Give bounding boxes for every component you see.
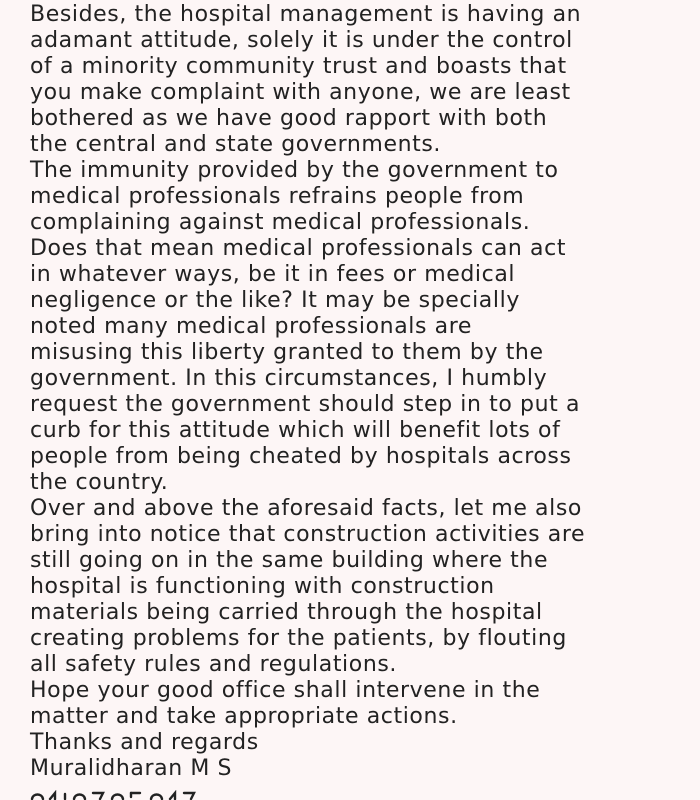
letter-line: The immunity provided by the government to <box>30 158 559 183</box>
cropped-text-line <box>30 790 202 800</box>
letter-line: adamant attitude, solely it is under the control <box>30 28 573 53</box>
letter-line: people from being cheated by hospitals across <box>30 444 572 469</box>
letter-line: materials being carried through the hospital <box>30 600 543 625</box>
letter-line: bring into notice that construction activities are <box>30 522 586 547</box>
letter-line: misusing this liberty granted to them by the <box>30 340 544 365</box>
letter-line: the country. <box>30 470 169 495</box>
letter-line: creating problems for the patients, by flouting <box>30 626 567 651</box>
letter-line: government. In this circumstances, I humbly <box>30 366 548 391</box>
letter-line: noted many medical professionals are <box>30 314 473 339</box>
letter-line: negligence or the like? It may be specially <box>30 288 520 313</box>
letter-line: hospital is functioning with construction <box>30 574 495 599</box>
letter-line: medical professionals refrains people from <box>30 184 525 209</box>
letter-line: request the government should step in to put a <box>30 392 581 417</box>
letter-line: in whatever ways, be it in fees or medical <box>30 262 516 287</box>
letter-signoff: Thanks and regards <box>30 730 259 755</box>
letter-line: of a minority community trust and boasts that <box>30 54 567 79</box>
letter-body <box>30 2 694 782</box>
letter-line: Does that mean medical professionals can act <box>30 236 567 261</box>
letter-line: the central and state governments. <box>30 132 442 157</box>
letter-line: bothered as we have good rapport with both <box>30 106 548 131</box>
letter-line: curb for this attitude which will benefit lots of <box>30 418 561 443</box>
letter-line: you make complaint with anyone, we are least <box>30 80 571 105</box>
letter-line: Besides, the hospital management is having an <box>30 2 582 27</box>
letter-signature-name: Muralidharan M S <box>30 756 233 781</box>
letter-line: still going on in the same building where the <box>30 548 549 573</box>
letter-line: Hope your good office shall intervene in the <box>30 678 541 703</box>
letter-line: all safety rules and regulations. <box>30 652 398 677</box>
letter-line: Over and above the aforesaid facts, let me also <box>30 496 582 521</box>
letter-line: matter and take appropriate actions. <box>30 704 458 729</box>
letter-line: complaining against medical professionals. <box>30 210 531 235</box>
